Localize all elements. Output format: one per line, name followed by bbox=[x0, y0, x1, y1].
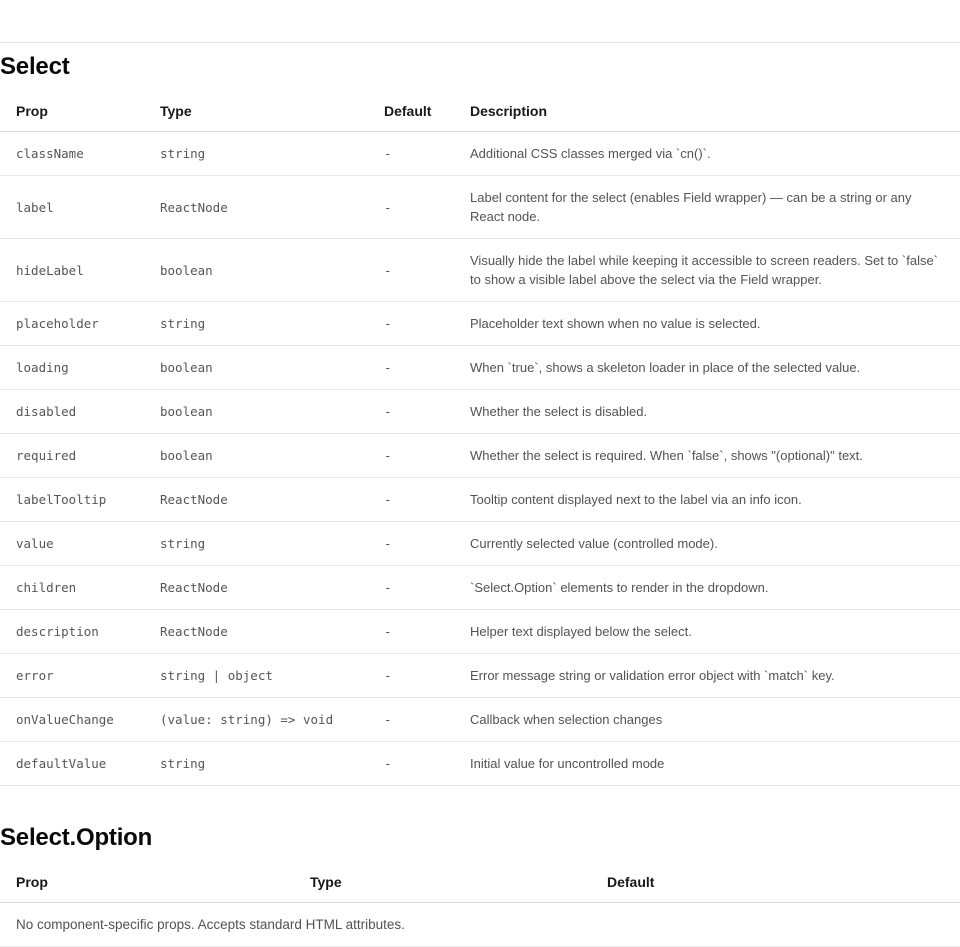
prop-type: ReactNode bbox=[160, 610, 384, 654]
prop-type: string bbox=[160, 522, 384, 566]
table-row bbox=[0, 742, 960, 786]
prop-default: - bbox=[384, 698, 470, 742]
prop-name: className bbox=[0, 132, 160, 176]
prop-description: Initial value for uncontrolled mode bbox=[470, 742, 960, 786]
prop-default: - bbox=[384, 522, 470, 566]
table-row bbox=[0, 239, 960, 302]
column-header-default: Default bbox=[384, 92, 470, 132]
prop-name: placeholder bbox=[0, 302, 160, 346]
table-row bbox=[0, 698, 960, 742]
prop-default: - bbox=[384, 742, 470, 786]
table-row bbox=[0, 346, 960, 390]
prop-name: error bbox=[0, 654, 160, 698]
table-row bbox=[0, 610, 960, 654]
prop-type: ReactNode bbox=[160, 566, 384, 610]
prop-type: string bbox=[160, 302, 384, 346]
select-option-props-table bbox=[0, 863, 960, 947]
prop-type: boolean bbox=[160, 346, 384, 390]
table-row bbox=[0, 434, 960, 478]
table-row bbox=[0, 478, 960, 522]
prop-description: Currently selected value (controlled mode). bbox=[470, 522, 960, 566]
table-header-row bbox=[0, 863, 960, 903]
prop-description: Additional CSS classes merged via `cn()`. bbox=[470, 132, 960, 176]
section-divider bbox=[0, 0, 960, 43]
table-row bbox=[0, 654, 960, 698]
prop-default: - bbox=[384, 390, 470, 434]
column-header-prop: Prop bbox=[0, 863, 310, 903]
prop-type: ReactNode bbox=[160, 176, 384, 239]
prop-default: - bbox=[384, 434, 470, 478]
prop-description: When `true`, shows a skeleton loader in place of the selected value. bbox=[470, 346, 960, 390]
prop-name: description bbox=[0, 610, 160, 654]
prop-description: Label content for the select (enables Field wrapper) — can be a string or any React node. bbox=[470, 176, 960, 239]
prop-name: label bbox=[0, 176, 160, 239]
prop-name: hideLabel bbox=[0, 239, 160, 302]
prop-description: Error message string or validation error object with `match` key. bbox=[470, 654, 960, 698]
prop-type: boolean bbox=[160, 434, 384, 478]
prop-name: onValueChange bbox=[0, 698, 160, 742]
prop-type: ReactNode bbox=[160, 478, 384, 522]
prop-default: - bbox=[384, 132, 470, 176]
prop-default: - bbox=[384, 478, 470, 522]
column-header-prop: Prop bbox=[0, 92, 160, 132]
prop-description: Callback when selection changes bbox=[470, 698, 960, 742]
prop-name: defaultValue bbox=[0, 742, 160, 786]
prop-description: `Select.Option` elements to render in the dropdown. bbox=[470, 566, 960, 610]
prop-default: - bbox=[384, 346, 470, 390]
column-header-default: Default bbox=[607, 863, 960, 903]
prop-type: (value: string) => void bbox=[160, 698, 384, 742]
prop-description: Placeholder text shown when no value is selected. bbox=[470, 302, 960, 346]
prop-default: - bbox=[384, 176, 470, 239]
prop-description: Whether the select is disabled. bbox=[470, 390, 960, 434]
prop-name: disabled bbox=[0, 390, 160, 434]
prop-default: - bbox=[384, 654, 470, 698]
prop-name: required bbox=[0, 434, 160, 478]
table-row bbox=[0, 176, 960, 239]
column-header-type: Type bbox=[310, 863, 607, 903]
table-row bbox=[0, 132, 960, 176]
table-row bbox=[0, 302, 960, 346]
prop-description: Tooltip content displayed next to the label via an info icon. bbox=[470, 478, 960, 522]
select-option-section-title: Select.Option bbox=[0, 824, 153, 851]
prop-default: - bbox=[384, 239, 470, 302]
table-row bbox=[0, 566, 960, 610]
prop-name: loading bbox=[0, 346, 160, 390]
prop-description: Visually hide the label while keeping it accessible to screen readers. Set to `false` to show a visible label above the select via the Field wrapper. bbox=[470, 239, 960, 302]
table-row bbox=[0, 390, 960, 434]
prop-description: Helper text displayed below the select. bbox=[470, 610, 960, 654]
prop-default: - bbox=[384, 302, 470, 346]
no-props-note: No component-specific props. Accepts standard HTML attributes. bbox=[0, 903, 960, 947]
prop-name: labelTooltip bbox=[0, 478, 160, 522]
prop-type: string bbox=[160, 742, 384, 786]
prop-default: - bbox=[384, 566, 470, 610]
select-props-table bbox=[0, 92, 960, 786]
prop-type: boolean bbox=[160, 239, 384, 302]
prop-name: value bbox=[0, 522, 160, 566]
prop-name: children bbox=[0, 566, 160, 610]
prop-type: boolean bbox=[160, 390, 384, 434]
prop-default: - bbox=[384, 610, 470, 654]
prop-type: string bbox=[160, 132, 384, 176]
table-row bbox=[0, 522, 960, 566]
column-header-description: Description bbox=[470, 92, 960, 132]
column-header-type: Type bbox=[160, 92, 384, 132]
prop-description: Whether the select is required. When `false`, shows "(optional)" text. bbox=[470, 434, 960, 478]
select-section-title: Select bbox=[0, 53, 70, 80]
table-row bbox=[0, 903, 960, 947]
prop-type: string | object bbox=[160, 654, 384, 698]
table-header-row bbox=[0, 92, 960, 132]
